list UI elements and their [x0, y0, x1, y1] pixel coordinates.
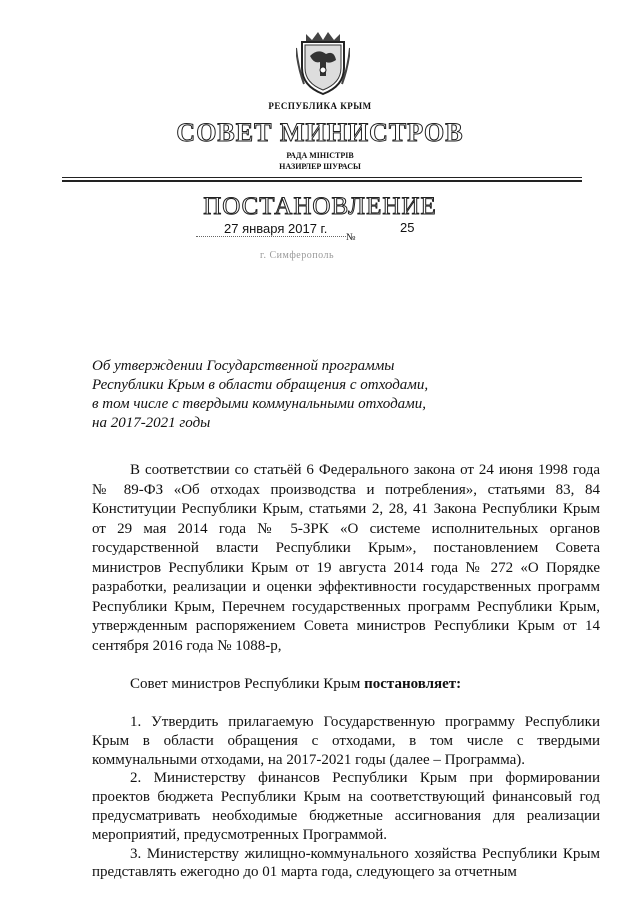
resolves-keyword: постановляет:	[364, 676, 462, 692]
decree-item: 1. Утвердить прилагаемую Государственную программу Республики Крым в области обращения с отходами, в том числе с твердыми коммунальными отходами, на 2017-2021 годы (далее – Программа).	[92, 714, 600, 768]
council-title-ukrainian: РАДА МІНІСТРІВ	[286, 151, 354, 160]
decree-item: 2. Министерству финансов Республики Крым при формировании проектов бюджета Республики Крым на соответствующий финансовый год предусматривать необходимые бюджетные ассигнования для реализации мероприятий, предусмотренных Программой.	[92, 770, 600, 843]
coat-of-arms-emblem	[296, 28, 350, 96]
resolves-prefix: Совет министров Республики Крым	[130, 676, 365, 692]
city-name: г. Симферополь	[260, 250, 335, 261]
decree-date: 27 января 2017 г.	[224, 221, 328, 236]
document-title-line: на 2017-2021 годы	[92, 415, 211, 431]
republic-name: РЕСПУБЛИКА КРЫМ	[268, 101, 372, 111]
decree-item: 3. Министерству жилищно-коммунального хозяйства Республики Крым представлять ежегодно до 01 марта года, следующего за отчетным	[92, 845, 600, 881]
preamble-paragraph: В соответствии со статьёй 6 Федерального закона от 24 июня 1998 года № 89-ФЗ «Об отходах производства и потребления», статьями 83, 84 Конституции Республики Крым, статьями 2, 28, 41 Закона Республики Крым от 29 мая 2014 года № 5-ЗРК «О системе исполнительных органов государственной власти Республики Крым», постановлением Совета министров Республики Крым от 19 августа 2014 года № 272 «О Порядке разработки, реализации и оценки эффективности государственных программ Республики Крым, Перечнем государственных программ Республики Крым, утвержденным распоряжением Совета министров Республики Крым от 14 сентября 2016 года № 1088-р,	[92, 462, 600, 654]
document-title	[92, 357, 432, 433]
number-sign: №	[346, 232, 356, 243]
council-title-crimean-tatar: НАЗИРЛЕР ШУРАСЫ	[279, 162, 361, 171]
decree-number: 25	[400, 220, 415, 235]
decree-title: ПОСТАНОВЛЕНИЕ	[203, 193, 437, 220]
date-underline	[196, 236, 346, 237]
header-divider-thin	[62, 177, 582, 178]
council-of-ministers-title: СОВЕТ МИНИСТРОВ	[176, 118, 464, 147]
resolves-line	[130, 676, 461, 693]
document-title-line: Об утверждении Государственной программы	[92, 358, 395, 374]
decree-items	[92, 713, 600, 882]
header-divider-thick	[62, 180, 582, 182]
document-title-line: в том числе с твердыми коммунальными отходами,	[92, 396, 426, 412]
document-title-line: Республики Крым в области обращения с отходами,	[92, 377, 429, 393]
